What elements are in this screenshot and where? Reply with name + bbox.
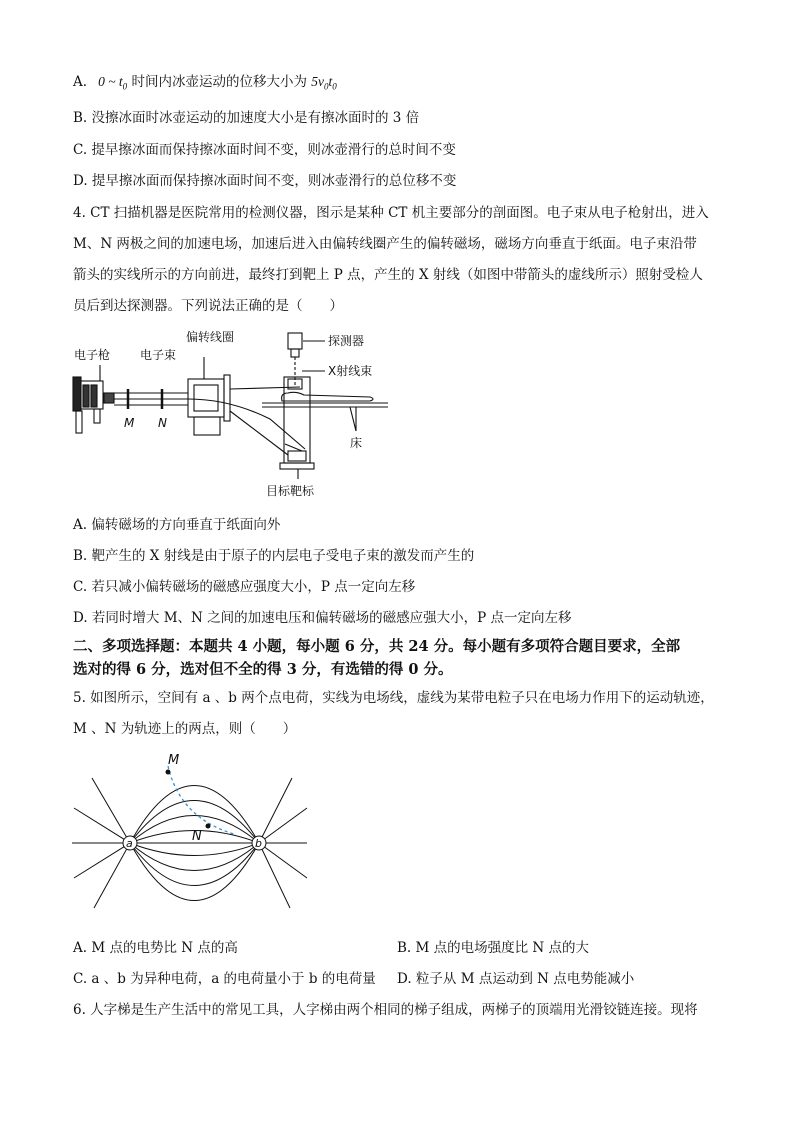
- q4-stem-line3: 箭头的实线所示的方向前进，最终打到靶上 P 点，产生的 X 射线（如图中带箭头的虚线所示）照射受检人: [73, 267, 703, 283]
- q3-option-a-label: A.: [73, 74, 88, 90]
- q5-option-c: C. a 、b 为异种电荷，a 的电荷量小于 b 的电荷量: [73, 971, 376, 987]
- q5-option-a: A. M 点的电势比 N 点的高: [73, 940, 238, 956]
- label-detector: 探测器: [328, 334, 365, 348]
- q4-stem-line2: M、N 两极之间的加速电场，加速后进入由偏转线圈产生的偏转磁场，磁场方向垂直于纸面。电子束沿带: [73, 236, 697, 252]
- q4-option-a: A. 偏转磁场的方向垂直于纸面向外: [73, 517, 281, 533]
- q5-option-b: B. M 点的电场强度比 N 点的大: [397, 940, 590, 956]
- q4-stem-line4: 员后到达探测器。下列说法正确的是（ ）: [73, 298, 343, 314]
- ct-machine-figure: [70, 323, 400, 503]
- label-bed: 床: [350, 436, 363, 450]
- q3-option-a-interval: 0 ~ $t_0$: [91, 74, 128, 92]
- q3-option-c: C. 提早擦冰面而保持擦冰面时间不变，则冰壶滑行的总时间不变: [73, 142, 456, 158]
- label-electron-beam: 电子束: [140, 348, 177, 362]
- q4-option-b: B. 靶产生的 X 射线是由于原子的内层电子受电子束的激发而产生的: [73, 548, 475, 564]
- label-xray-beam: X射线束: [328, 364, 373, 378]
- q3-option-a-value: $5v_0t_0$: [311, 74, 337, 92]
- label-n-plate: N: [158, 416, 167, 430]
- q6-stem-line1: 6. 人字梯是生产生活中的常见工具，人字梯由两个相同的梯子组成，两梯子的顶端用光滑铰链连接。现将: [73, 1002, 698, 1018]
- q4-option-c: C. 若只减小偏转磁场的磁感应强度大小，P 点一定向左移: [73, 579, 416, 595]
- q3-option-a-text: 时间内冰壶运动的位移大小为: [131, 74, 307, 90]
- label-charge-b: b: [255, 837, 262, 850]
- q5-option-d: D. 粒子从 M 点运动到 N 点电势能减小: [397, 971, 635, 987]
- label-point-n: N: [192, 829, 202, 844]
- label-deflection-coil: 偏转线圈: [186, 330, 235, 344]
- q3-option-a: [73, 72, 337, 97]
- q5-stem-line1: 5. 如图所示，空间有 a 、b 两个点电荷，实线为电场线，虚线为某带电粒子只在电场力作用下的运动轨迹，: [73, 690, 714, 706]
- q3-option-d: D. 提早擦冰面而保持擦冰面时间不变，则冰壶滑行的总位移不变: [73, 173, 457, 189]
- label-charge-a: a: [126, 837, 133, 850]
- label-target: 目标靶标: [266, 484, 315, 498]
- label-point-m: M: [168, 753, 180, 768]
- section2-heading-line2: 选对的得 6 分，选对但不全的得 3 分，有选错的得 0 分。: [73, 661, 453, 678]
- label-electron-gun: 电子枪: [74, 348, 111, 362]
- label-m-plate: M: [124, 416, 135, 430]
- q4-option-d: D. 若同时增大 M、N 之间的加速电压和偏转磁场的磁感应强大小，P 点一定向左移: [73, 610, 572, 626]
- section2-heading-line1: 二、多项选择题：本题共 4 小题，每小题 6 分，共 24 分。每小题有多项符合题目要求，全部: [73, 638, 681, 655]
- q5-stem-line2: M 、N 为轨迹上的两点，则（ ）: [73, 721, 297, 737]
- electric-field-figure: [72, 748, 312, 918]
- q3-option-b: B. 没擦冰面时冰壶运动的加速度大小是有擦冰面时的 3 倍: [73, 110, 420, 126]
- q4-stem-line1: 4. CT 扫描机器是医院常用的检测仪器，图示是某种 CT 机主要部分的剖面图。电子束从电子枪射出，进入: [73, 205, 709, 221]
